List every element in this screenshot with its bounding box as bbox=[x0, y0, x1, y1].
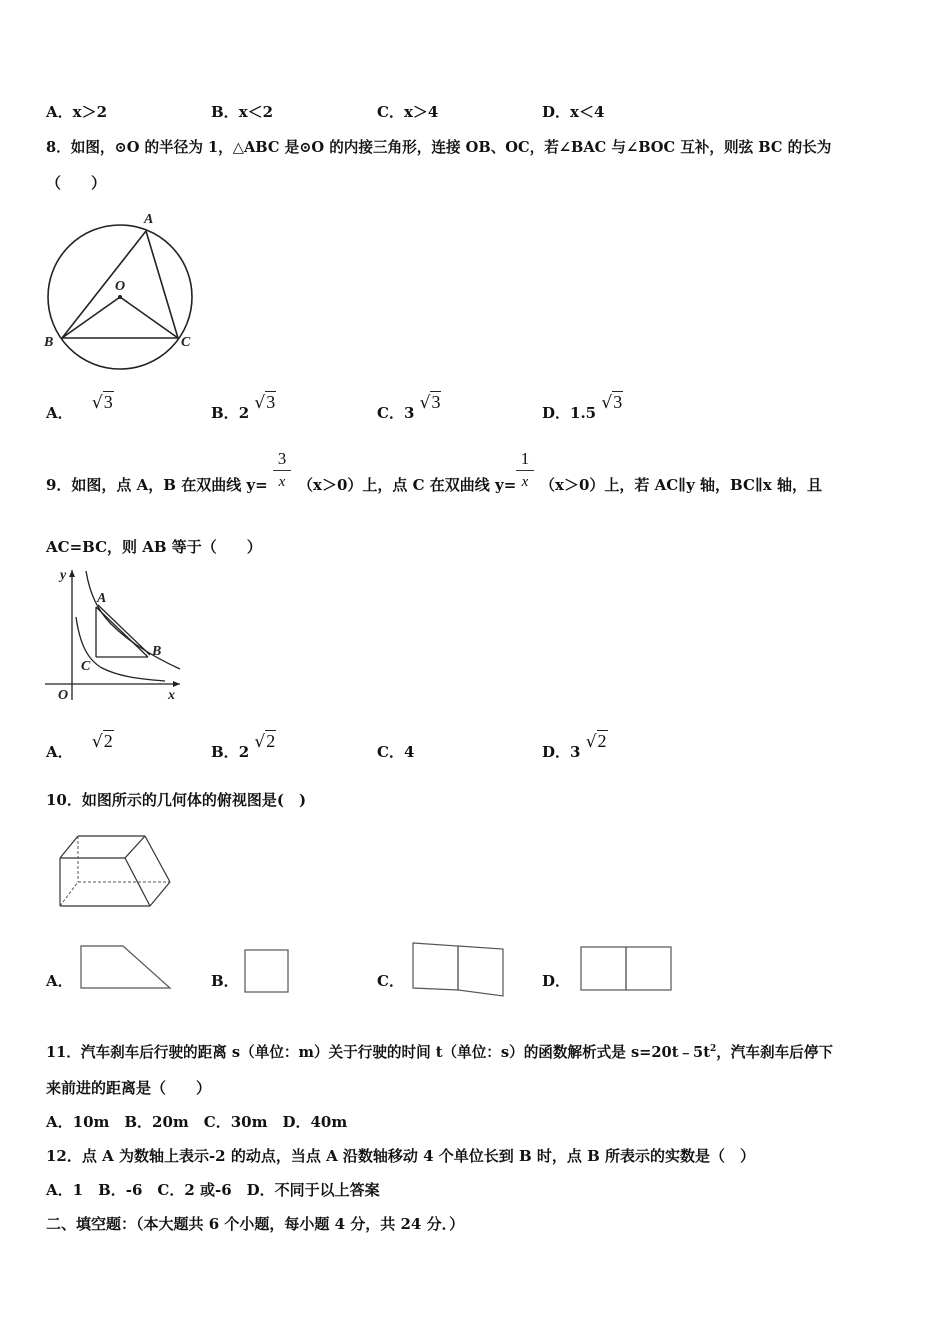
q9-fraction-1-over-x: 1 x bbox=[516, 450, 534, 491]
q10-solid-figure bbox=[50, 828, 180, 913]
q10-option-c-label: C． bbox=[377, 972, 404, 990]
q9-fraction-3-over-x: 3 x bbox=[273, 450, 291, 491]
q11-question: 11．汽车刹车后行驶的距离 s（单位：m）关于行驶的时间 t（单位：s）的函数解析式是 $s=20t﹣5t^2$，汽车刹车后停下 bbox=[46, 1044, 833, 1061]
q10-option-a-trapezoid bbox=[78, 943, 178, 991]
point-a-label: A bbox=[97, 591, 107, 606]
q9-option-c: C．4 bbox=[377, 743, 415, 761]
q8-option-c: C．3 √3 bbox=[377, 392, 441, 422]
q12-options: A．1 B．-6 C．2 或-6 D．不同于以上答案 bbox=[46, 1181, 380, 1199]
q7-option-c: C．x＞4 bbox=[377, 103, 439, 121]
q10-question: 10．如图所示的几何体的俯视图是( ) bbox=[46, 791, 307, 809]
q10-option-d-label: D． bbox=[542, 972, 571, 990]
axis-x-label: x bbox=[168, 688, 175, 703]
point-c-label: C bbox=[81, 659, 91, 674]
point-c-label: C bbox=[181, 335, 191, 350]
q7-option-a: A．x＞2 bbox=[46, 103, 108, 121]
q8-option-d: D．1.5 √3 bbox=[542, 392, 623, 422]
q7-option-b: B．x＜2 bbox=[211, 103, 274, 121]
q8-circle-figure bbox=[40, 205, 205, 375]
q10-option-b-square bbox=[242, 947, 292, 995]
q10-option-a-label: A． bbox=[46, 972, 73, 990]
q9-option-a: A． √2 bbox=[46, 731, 113, 761]
q9-question-part1: 9．如图，点 A，B 在双曲线 y= bbox=[46, 476, 268, 494]
q10-option-c-skewed-rects bbox=[410, 940, 508, 1000]
q9-question-part2: （x＞0）上，点 C 在双曲线 y= bbox=[298, 476, 517, 494]
q9-option-d: D．3 √2 bbox=[542, 731, 607, 761]
q7-option-d: D．x＜4 bbox=[542, 103, 605, 121]
q11-question-line2: 来前进的距离是（ ） bbox=[46, 1079, 212, 1097]
q9-question-part3: （x＞0）上，若 AC∥y 轴，BC∥x 轴，且 bbox=[540, 476, 823, 494]
point-b-label: B bbox=[152, 644, 162, 659]
q9-hyperbola-figure bbox=[40, 565, 190, 705]
point-o-label: O bbox=[115, 279, 126, 294]
axis-y-label: y bbox=[60, 568, 67, 583]
point-a-label: A bbox=[144, 212, 154, 227]
q8-option-a: A． √3 bbox=[46, 392, 113, 422]
point-b-label: B bbox=[44, 335, 54, 350]
q11-options: A．10m B．20m C．30m D．40m bbox=[46, 1113, 348, 1131]
q12-question: 12．点 A 为数轴上表示-2 的动点，当点 A 沿数轴移动 4 个单位长到 B 时，点 B 所表示的实数是（ ） bbox=[46, 1147, 756, 1165]
q9-question-line2: AC=BC，则 AB 等于（ ） bbox=[46, 538, 262, 556]
q10-option-b-label: B． bbox=[211, 972, 239, 990]
origin-label: O bbox=[58, 688, 69, 703]
q8-option-b: B．2 √3 bbox=[211, 392, 276, 422]
q10-option-d-two-rects bbox=[578, 944, 676, 994]
q8-question: 8．如图，⊙O 的半径为 1，△ABC 是⊙O 的内接三角形，连接 OB、OC，若∠BAC 与∠BOC 互补，则弦 BC 的长为 bbox=[46, 139, 832, 156]
section-2-title: 二、填空题：（本大题共 6 个小题，每小题 4 分，共 24 分．） bbox=[46, 1215, 465, 1233]
q9-option-b: B．2 √2 bbox=[211, 731, 276, 761]
q8-answer-paren: （ ） bbox=[46, 174, 107, 192]
